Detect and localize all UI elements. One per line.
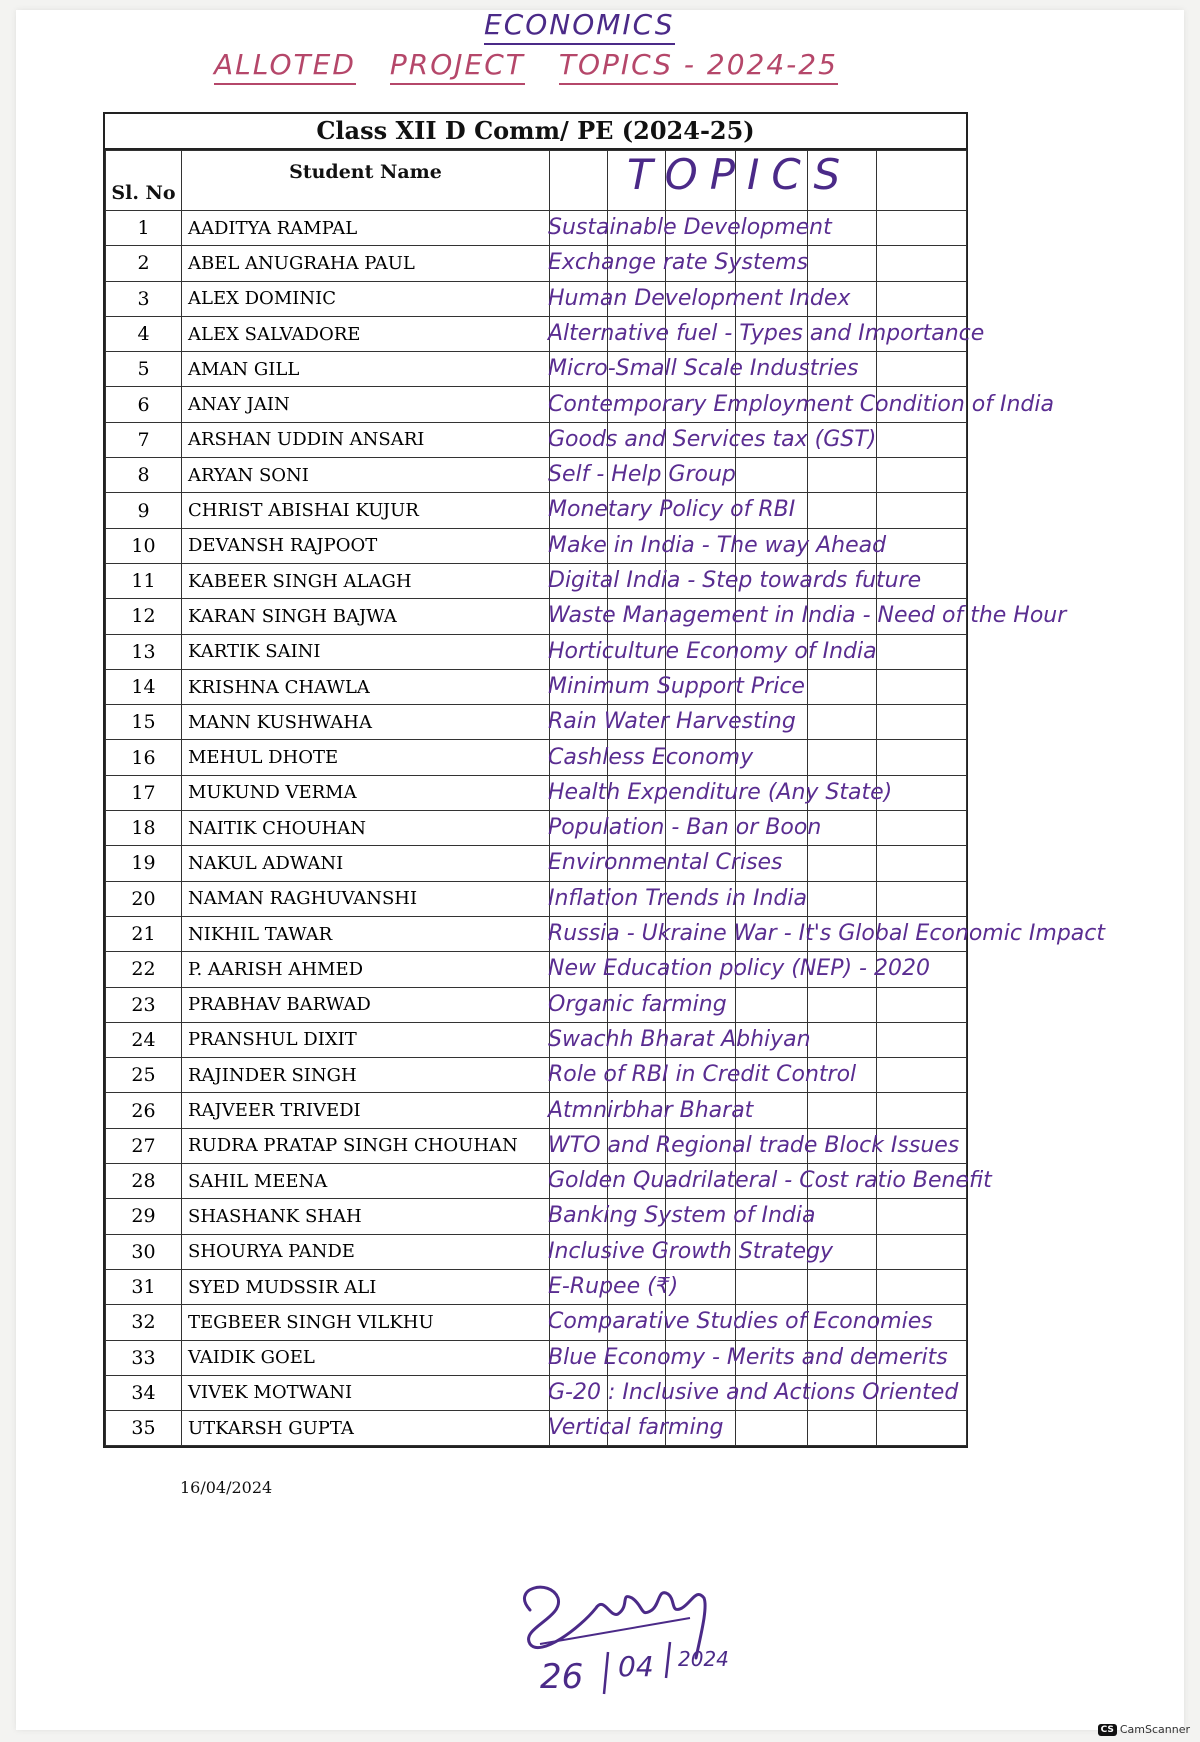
row-student-name: KABEER SINGH ALAGH bbox=[182, 563, 550, 598]
row-student-name: RAJINDER SINGH bbox=[182, 1058, 550, 1093]
table-row bbox=[106, 1093, 967, 1128]
row-topic-cell bbox=[808, 846, 877, 881]
table-row bbox=[106, 669, 967, 704]
table-row bbox=[106, 211, 967, 246]
row-topic: Vertical farming bbox=[548, 1415, 724, 1441]
row-sl-no: 4 bbox=[106, 316, 182, 351]
row-sl-no: 7 bbox=[106, 422, 182, 457]
issue-date: 16/04/2024 bbox=[180, 1478, 273, 1497]
row-topic: Swachh Bharat Abhiyan bbox=[548, 1026, 811, 1052]
row-topic: Inflation Trends in India bbox=[548, 885, 807, 911]
row-sl-no: 32 bbox=[106, 1305, 182, 1340]
row-topic-cell bbox=[877, 1269, 967, 1304]
row-sl-no: 15 bbox=[106, 705, 182, 740]
row-topic-cell bbox=[808, 1093, 877, 1128]
row-student-name: ALEX DOMINIC bbox=[182, 281, 550, 316]
table-row bbox=[106, 705, 967, 740]
row-topic-cell bbox=[808, 705, 877, 740]
row-student-name: VIVEK MOTWANI bbox=[182, 1375, 550, 1410]
row-sl-no: 33 bbox=[106, 1340, 182, 1375]
row-sl-no: 30 bbox=[106, 1234, 182, 1269]
svg-text:26: 26 bbox=[540, 1657, 584, 1697]
row-student-name: ARSHAN UDDIN ANSARI bbox=[182, 422, 550, 457]
row-topic: Inclusive Growth Strategy bbox=[548, 1238, 834, 1264]
row-student-name: ABEL ANUGRAHA PAUL bbox=[182, 246, 550, 281]
column-header-student-name: Student Name bbox=[182, 151, 550, 211]
row-topic: New Education policy (NEP) - 2020 bbox=[548, 956, 930, 982]
row-sl-no: 13 bbox=[106, 634, 182, 669]
row-topic: Banking System of India bbox=[548, 1203, 816, 1229]
row-student-name: UTKARSH GUPTA bbox=[182, 1411, 550, 1446]
row-topic: Health Expenditure (Any State) bbox=[548, 779, 893, 805]
row-topic-cell bbox=[808, 1022, 877, 1057]
row-topic-cell bbox=[877, 211, 967, 246]
row-topic-cell bbox=[877, 1199, 967, 1234]
row-topic-cell bbox=[877, 1411, 967, 1446]
row-topic-cell bbox=[736, 1269, 808, 1304]
project-topics-heading bbox=[214, 48, 974, 85]
row-student-name: MANN KUSHWAHA bbox=[182, 705, 550, 740]
row-topic: Human Development Index bbox=[548, 285, 851, 311]
row-topic-cell bbox=[877, 352, 967, 387]
row-topic-cell bbox=[877, 528, 967, 563]
row-sl-no: 17 bbox=[106, 775, 182, 810]
row-student-name: NAITIK CHOUHAN bbox=[182, 811, 550, 846]
row-topic: Golden Quadrilateral - Cost ratio Benefit bbox=[548, 1168, 992, 1194]
row-topic: Rain Water Harvesting bbox=[548, 709, 796, 735]
camscanner-logo-icon: CS bbox=[1098, 1724, 1117, 1736]
row-sl-no: 9 bbox=[106, 493, 182, 528]
column-header-topics: TOPICS bbox=[627, 150, 853, 199]
row-student-name: TEGBEER SINGH VILKHU bbox=[182, 1305, 550, 1340]
row-topic-cell bbox=[877, 493, 967, 528]
row-student-name: ALEX SALVADORE bbox=[182, 316, 550, 351]
row-student-name: MEHUL DHOTE bbox=[182, 740, 550, 775]
row-student-name: KARAN SINGH BAJWA bbox=[182, 599, 550, 634]
row-student-name: NAMAN RAGHUVANSHI bbox=[182, 881, 550, 916]
row-topic-cell bbox=[877, 846, 967, 881]
row-topic: G-20 : Inclusive and Actions Oriented bbox=[548, 1379, 959, 1405]
row-sl-no: 22 bbox=[106, 952, 182, 987]
row-topic-cell bbox=[808, 246, 877, 281]
row-topic: Role of RBI in Credit Control bbox=[548, 1062, 857, 1088]
row-topic: Alternative fuel - Types and Importance bbox=[548, 320, 985, 346]
row-topic-cell bbox=[877, 740, 967, 775]
row-sl-no: 34 bbox=[106, 1375, 182, 1410]
row-student-name: SHASHANK SHAH bbox=[182, 1199, 550, 1234]
table-row bbox=[106, 881, 967, 916]
row-topic-cell bbox=[808, 881, 877, 916]
row-topic: Contemporary Employment Condition of India bbox=[548, 391, 1054, 417]
row-sl-no: 21 bbox=[106, 916, 182, 951]
row-sl-no: 1 bbox=[106, 211, 182, 246]
row-sl-no: 31 bbox=[106, 1269, 182, 1304]
row-sl-no: 24 bbox=[106, 1022, 182, 1057]
row-topic-cell bbox=[877, 281, 967, 316]
row-topic-cell bbox=[877, 705, 967, 740]
heading-word-alloted: ALLOTED bbox=[214, 48, 356, 85]
row-student-name: KARTIK SAINI bbox=[182, 634, 550, 669]
row-topic-cell bbox=[736, 458, 808, 493]
row-sl-no: 16 bbox=[106, 740, 182, 775]
row-topic: Micro-Small Scale Industries bbox=[548, 356, 859, 382]
svg-text:04: 04 bbox=[618, 1650, 654, 1683]
table-row bbox=[106, 1411, 967, 1446]
row-topic-cell bbox=[877, 987, 967, 1022]
row-topic-cell bbox=[808, 1199, 877, 1234]
row-student-name: RAJVEER TRIVEDI bbox=[182, 1093, 550, 1128]
row-sl-no: 18 bbox=[106, 811, 182, 846]
row-sl-no: 3 bbox=[106, 281, 182, 316]
row-topic-cell bbox=[877, 422, 967, 457]
row-topic: Make in India - The way Ahead bbox=[548, 532, 887, 558]
table-row bbox=[106, 811, 967, 846]
table-row bbox=[106, 1234, 967, 1269]
row-topic: WTO and Regional trade Block Issues bbox=[548, 1132, 960, 1158]
row-topic: Self - Help Group bbox=[548, 462, 736, 488]
row-student-name: SHOURYA PANDE bbox=[182, 1234, 550, 1269]
row-student-name: MUKUND VERMA bbox=[182, 775, 550, 810]
row-topic: Population - Ban or Boon bbox=[548, 815, 822, 841]
row-sl-no: 26 bbox=[106, 1093, 182, 1128]
row-student-name: SAHIL MEENA bbox=[182, 1164, 550, 1199]
row-topic: Exchange rate Systems bbox=[548, 250, 809, 276]
row-topic: Environmental Crises bbox=[548, 850, 783, 876]
row-topic-cell bbox=[877, 1234, 967, 1269]
row-topic-cell bbox=[877, 1058, 967, 1093]
row-sl-no: 14 bbox=[106, 669, 182, 704]
row-sl-no: 8 bbox=[106, 458, 182, 493]
camscanner-label: CamScanner bbox=[1119, 1723, 1190, 1736]
row-topic: Monetary Policy of RBI bbox=[548, 497, 796, 523]
column-header-blank bbox=[550, 151, 608, 211]
row-student-name: SYED MUDSSIR ALI bbox=[182, 1269, 550, 1304]
row-student-name: P. AARISH AHMED bbox=[182, 952, 550, 987]
class-caption: Class XII D Comm/ PE (2024-25) bbox=[105, 114, 966, 150]
row-student-name: NIKHIL TAWAR bbox=[182, 916, 550, 951]
row-topic-cell bbox=[808, 669, 877, 704]
row-topic-cell bbox=[877, 458, 967, 493]
row-sl-no: 25 bbox=[106, 1058, 182, 1093]
row-sl-no: 28 bbox=[106, 1164, 182, 1199]
table-row bbox=[106, 1199, 967, 1234]
row-sl-no: 12 bbox=[106, 599, 182, 634]
row-topic: Horticulture Economy of India bbox=[548, 638, 877, 664]
row-topic-cell bbox=[808, 987, 877, 1022]
table-row bbox=[106, 740, 967, 775]
row-student-name: NAKUL ADWANI bbox=[182, 846, 550, 881]
row-sl-no: 29 bbox=[106, 1199, 182, 1234]
row-topic: Digital India - Step towards future bbox=[548, 568, 922, 593]
camscanner-watermark bbox=[1098, 1723, 1190, 1736]
row-topic-cell bbox=[808, 1411, 877, 1446]
row-topic-cell bbox=[877, 881, 967, 916]
row-sl-no: 2 bbox=[106, 246, 182, 281]
row-topic: Blue Economy - Merits and demerits bbox=[548, 1344, 948, 1370]
row-topic-cell bbox=[808, 1269, 877, 1304]
row-topic-cell bbox=[877, 669, 967, 704]
row-student-name: ARYAN SONI bbox=[182, 458, 550, 493]
row-student-name: RUDRA PRATAP SINGH CHOUHAN bbox=[182, 1128, 550, 1163]
row-topic: Cashless Economy bbox=[548, 744, 754, 770]
table-row bbox=[106, 1269, 967, 1304]
table-row bbox=[106, 1022, 967, 1057]
row-topic: Organic farming bbox=[548, 991, 727, 1017]
row-sl-no: 11 bbox=[106, 563, 182, 598]
row-topic-cell bbox=[736, 987, 808, 1022]
row-sl-no: 5 bbox=[106, 352, 182, 387]
heading-word-project: PROJECT bbox=[390, 48, 525, 85]
row-topic-cell bbox=[877, 1022, 967, 1057]
row-topic-cell bbox=[808, 740, 877, 775]
row-topic-cell bbox=[877, 811, 967, 846]
row-sl-no: 10 bbox=[106, 528, 182, 563]
heading-word-topics-year: TOPICS - 2024-25 bbox=[559, 48, 838, 85]
row-student-name: AADITYA RAMPAL bbox=[182, 211, 550, 246]
table-row bbox=[106, 846, 967, 881]
row-student-name: KRISHNA CHAWLA bbox=[182, 669, 550, 704]
row-topic-cell bbox=[877, 1093, 967, 1128]
row-student-name: PRABHAV BARWAD bbox=[182, 987, 550, 1022]
row-topic-cell bbox=[808, 493, 877, 528]
row-topic: Russia - Ukraine War - It's Global Economic Impact bbox=[548, 921, 1105, 946]
table-row bbox=[106, 458, 967, 493]
row-student-name: CHRIST ABISHAI KUJUR bbox=[182, 493, 550, 528]
row-topic: Atmnirbhar Bharat bbox=[548, 1097, 754, 1123]
row-topic-cell bbox=[877, 634, 967, 669]
column-header-sl-no: Sl. No bbox=[106, 151, 182, 211]
row-topic-cell bbox=[736, 1411, 808, 1446]
row-topic: Waste Management in India - Need of the Hour bbox=[548, 603, 1067, 629]
row-topic: Minimum Support Price bbox=[548, 673, 805, 699]
subject-heading: ECONOMICS bbox=[484, 8, 675, 45]
table-row bbox=[106, 493, 967, 528]
row-topic: Comparative Studies of Economies bbox=[548, 1309, 933, 1335]
row-topic: Goods and Services tax (GST) bbox=[548, 426, 877, 452]
teacher-signature bbox=[500, 1548, 760, 1708]
row-student-name: ANAY JAIN bbox=[182, 387, 550, 422]
row-topic: Sustainable Development bbox=[548, 215, 832, 240]
row-student-name: VAIDIK GOEL bbox=[182, 1340, 550, 1375]
row-student-name: PRANSHUL DIXIT bbox=[182, 1022, 550, 1057]
table-row bbox=[106, 246, 967, 281]
row-topic-cell bbox=[808, 458, 877, 493]
table-row bbox=[106, 987, 967, 1022]
row-sl-no: 23 bbox=[106, 987, 182, 1022]
row-sl-no: 20 bbox=[106, 881, 182, 916]
row-sl-no: 19 bbox=[106, 846, 182, 881]
row-student-name: AMAN GILL bbox=[182, 352, 550, 387]
row-topic-cell bbox=[877, 246, 967, 281]
row-sl-no: 27 bbox=[106, 1128, 182, 1163]
svg-text:2024: 2024 bbox=[678, 1647, 729, 1671]
row-topic: E-Rupee (₹) bbox=[548, 1274, 679, 1299]
column-header-blank bbox=[877, 151, 967, 211]
row-sl-no: 35 bbox=[106, 1411, 182, 1446]
row-sl-no: 6 bbox=[106, 387, 182, 422]
row-student-name: DEVANSH RAJPOOT bbox=[182, 528, 550, 563]
